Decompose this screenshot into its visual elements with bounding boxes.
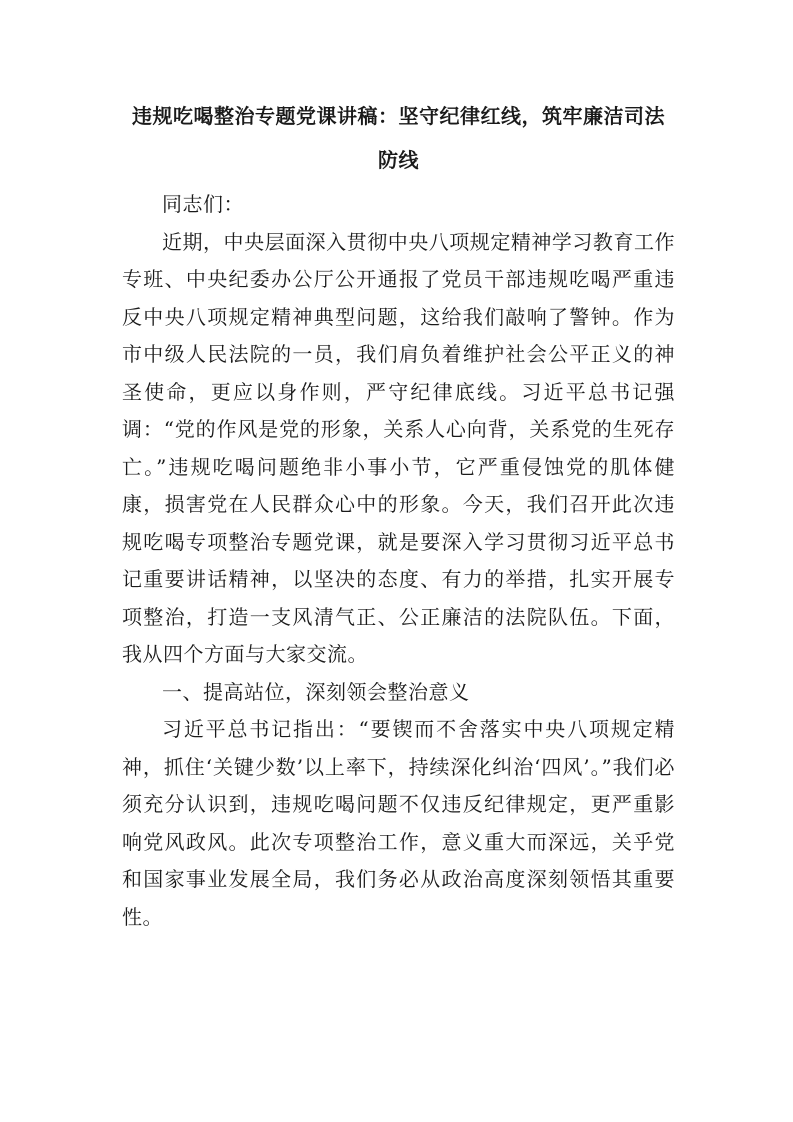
paragraph-intro: 近期，中央层面深入贯彻中央八项规定精神学习教育工作专班、中央纪委办公厅公开通报了党员干部违规吃喝严重违反中央八项规定精神典型问题，这给我们敲响了警钟。作为市中级人民法院的一员，我们肩负着维护社会公平正义的神圣使命，更应以身作则，严守纪律底线。习近平总书记强调：“党的作风是党的形象，关系人心向背，关系党的生死存亡。”违规吃喝问题绝非小事小节，它严重侵蚀党的肌体健康，损害党在人民群众心中的形象。今天，我们召开此次违规吃喝专项整治专题党课，就是要深入学习贯彻习近平总书记重要讲话精神，以坚决的态度、有力的举措，扎实开展专项整治，打造一支风清气正、公正廉洁的法院队伍。下面，我从四个方面与大家交流。 <box>122 229 675 666</box>
salutation: 同志们： <box>162 192 244 216</box>
paragraph-section-1: 习近平总书记指出：“要锲而不舍落实中央八项规定精神，抓住‘关键少数’以上率下，持续深化纠治‘四风’。”我们必须充分认识到，违规吃喝问题不仅违反纪律规定，更严重影响党风政风。此次专项整治工作，意义重大而深远，关乎党和国家事业发展全局，我们务必从政治高度深刻领悟其重要性。 <box>122 717 675 929</box>
section-heading-1: 一、提高站位，深刻领会整治意义 <box>162 679 470 704</box>
document-title: 违规吃喝整治专题党课讲稿：坚守纪律红线，筑牢廉洁司法防线 <box>132 104 665 172</box>
document-body <box>122 94 675 936</box>
